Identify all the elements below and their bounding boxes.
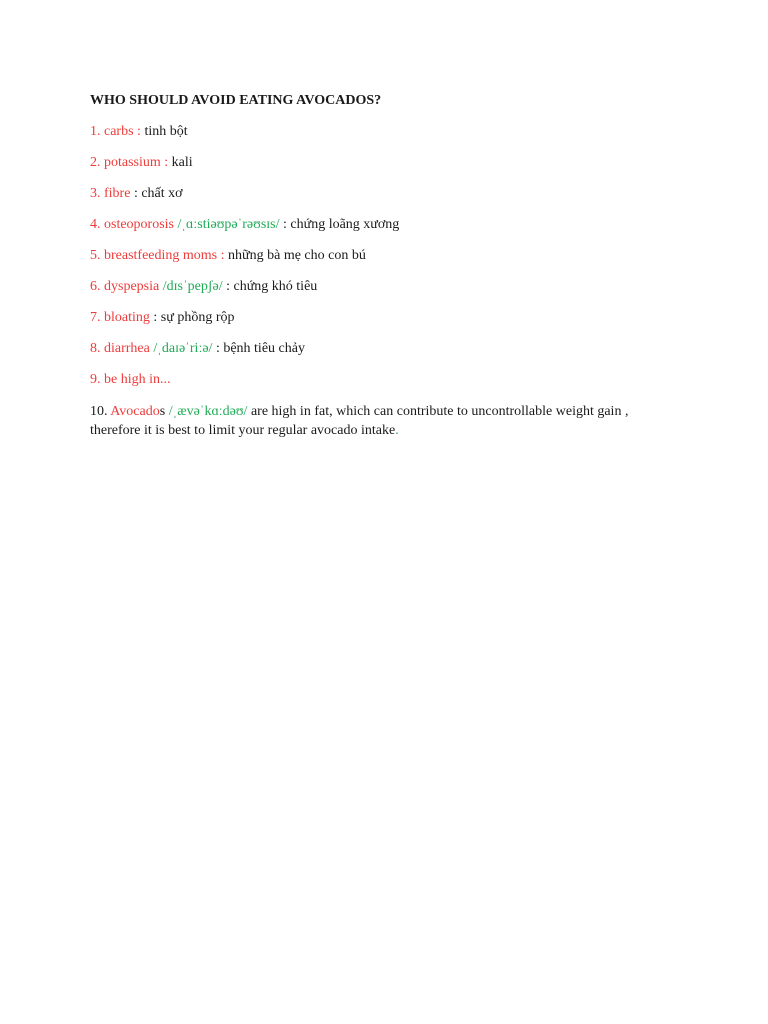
item-term: bloating — [104, 310, 150, 325]
item-definition: chất xơ — [141, 186, 183, 201]
document-page — [90, 92, 682, 440]
item-number: 3 — [90, 186, 97, 201]
item-separator: : — [149, 310, 161, 325]
item-term: osteoporosis — [104, 217, 174, 232]
sentence-end: . — [395, 423, 399, 438]
item-pronunciation: /dɪsˈpepʃə/ — [162, 279, 223, 294]
item-ellipsis: ... — [160, 372, 171, 387]
item-definition: kali — [171, 155, 193, 170]
list-item-5: 5. breastfeeding moms : những bà mẹ cho con bú — [90, 248, 366, 263]
item-sentence: are high in fat, which can contribute to uncontrollable weight gain , therefore it is best to limit your regular avocado intake — [90, 404, 629, 438]
item-term: Avocado — [110, 404, 160, 419]
item-separator: : — [212, 341, 224, 356]
item-term: carbs — [104, 124, 134, 139]
document-title: WHO SHOULD AVOID EATING AVOCADOS? — [90, 93, 382, 108]
item-separator: : — [222, 279, 234, 294]
item-pronunciation: /ˌævəˈkɑːdəʊ/ — [168, 404, 248, 419]
item-separator: : — [217, 248, 229, 263]
item-term: diarrhea — [104, 341, 150, 356]
item-definition: chứng khó tiêu — [233, 279, 318, 294]
list-item-9: 9. be high in... — [90, 372, 171, 387]
item-definition: chứng loãng xương — [290, 217, 400, 232]
item-number: 4 — [90, 217, 97, 232]
item-separator: : — [130, 186, 142, 201]
item-number: 5 — [90, 248, 97, 263]
item-term: dyspepsia — [104, 279, 160, 294]
item-number: 9 — [90, 372, 97, 387]
item-term: be high in — [104, 372, 160, 387]
item-term: potassium — [104, 155, 161, 170]
item-definition: sự phồng rộp — [160, 310, 235, 325]
item-definition: tinh bột — [144, 124, 188, 139]
item-number: 8 — [90, 341, 97, 356]
list-item-2: 2. potassium : kali — [90, 155, 193, 170]
item-term: fibre — [104, 186, 131, 201]
item-pronunciation: /ˌɑːstiəʊpəˈrəʊsɪs/ — [177, 217, 280, 232]
item-number: 1 — [90, 124, 97, 139]
list-item-7: 7. bloating : sự phồng rộp — [90, 310, 235, 325]
list-item-8: 8. diarrhea /ˌdaɪəˈriːə/ : bệnh tiêu chảy — [90, 341, 305, 356]
item-term-suffix: s — [159, 404, 166, 419]
item-number: 2 — [90, 155, 97, 170]
item-number: 6 — [90, 279, 97, 294]
list-item-10: 10. Avocados /ˌævəˈkɑːdəʊ/ are high in fat, which can contribute to uncontrollable weight gain , therefore it is best to limit your regular avocado intake. — [90, 404, 629, 438]
item-number: 10 — [90, 404, 104, 419]
list-item-1: 1. carbs : tinh bột — [90, 124, 188, 139]
item-term: breastfeeding moms — [104, 248, 218, 263]
item-definition: những bà mẹ cho con bú — [228, 248, 366, 263]
item-pronunciation: /ˌdaɪəˈriːə/ — [153, 341, 213, 356]
item-definition: bệnh tiêu chảy — [223, 341, 305, 356]
list-item-4: 4. osteoporosis /ˌɑːstiəʊpəˈrəʊsɪs/ : chứng loãng xương — [90, 217, 400, 232]
item-separator: : — [279, 217, 291, 232]
item-separator: : — [133, 124, 145, 139]
item-number: 7 — [90, 310, 97, 325]
list-item-3: 3. fibre : chất xơ — [90, 186, 183, 201]
list-item-6: 6. dyspepsia /dɪsˈpepʃə/ : chứng khó tiêu — [90, 279, 318, 294]
item-separator: : — [160, 155, 172, 170]
